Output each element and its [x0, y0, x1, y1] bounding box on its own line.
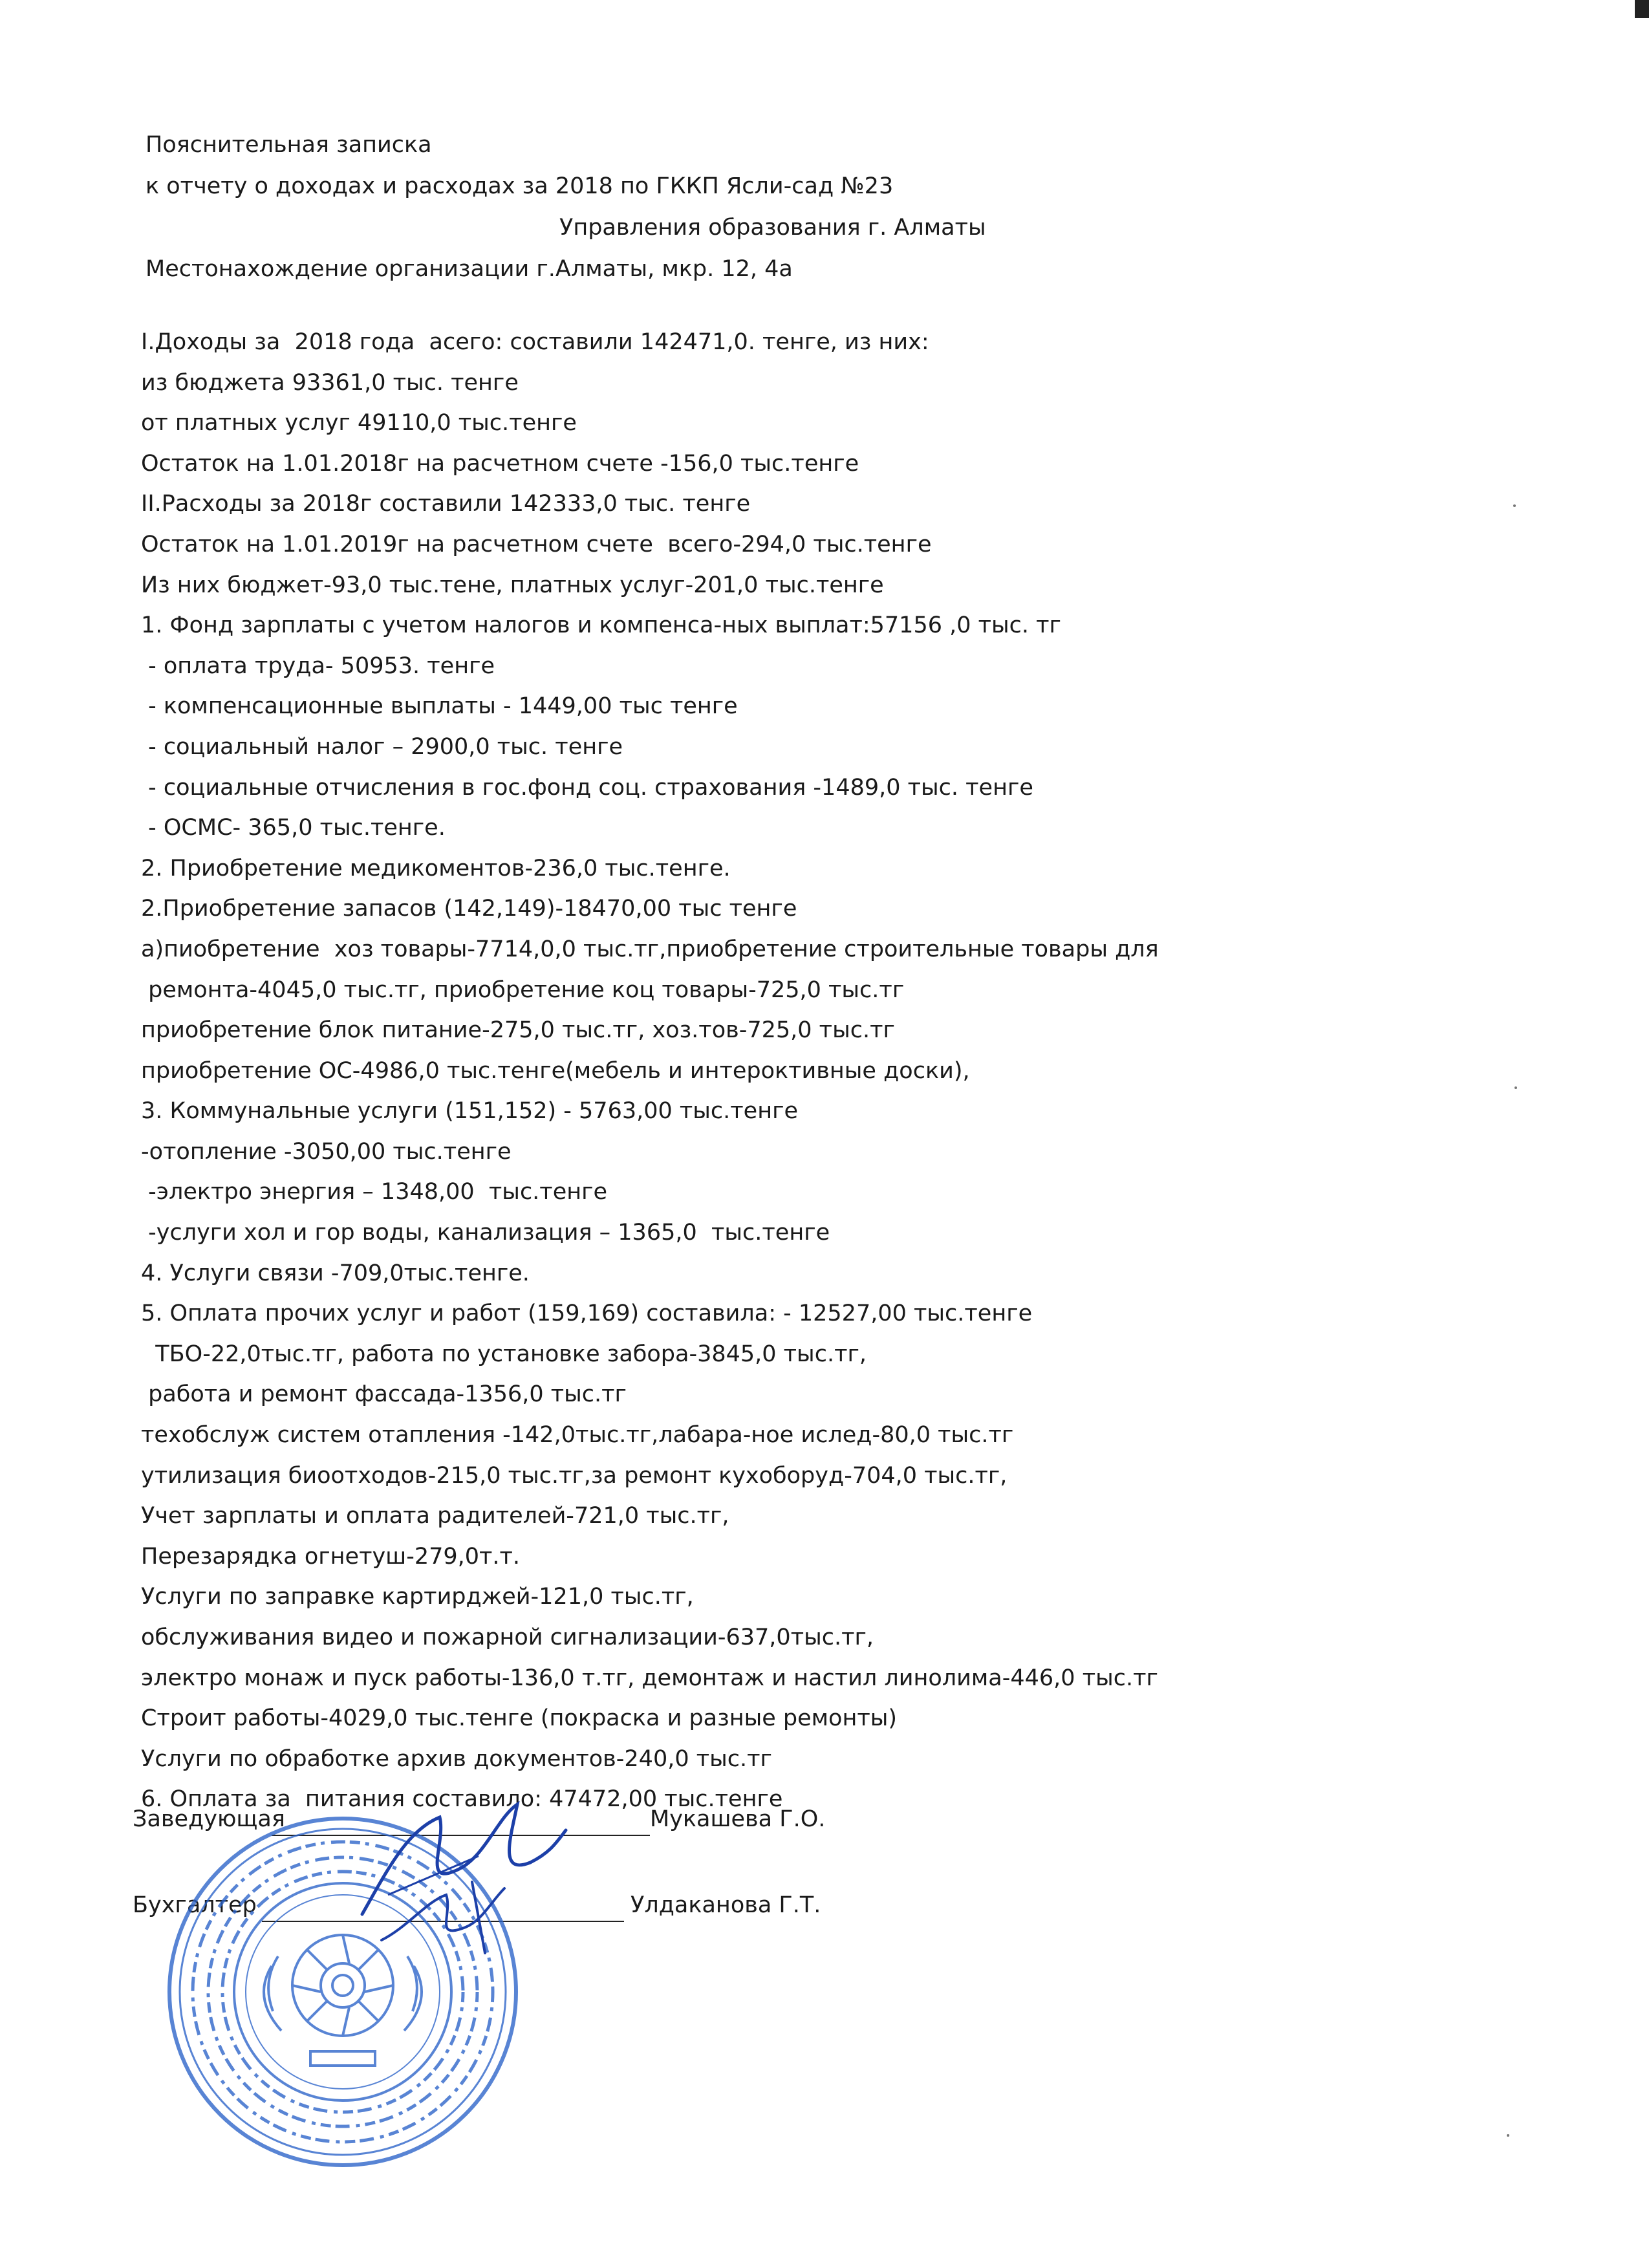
body-line: Услуги по обработке архив документов-240,0 тыс.тг [141, 1745, 772, 1772]
document-title: Пояснительная записка [146, 132, 432, 158]
body-line: приобретение блок питание-275,0 тыс.тг, хоз.тов-725,0 тыс.тг [141, 1017, 895, 1044]
body-line: 2.Приобретение запасов (142,149)-18470,00 тыс тенге [141, 896, 797, 922]
body-line: Строит работы-4029,0 тыс.тенге (покраска и разные ремонты) [141, 1705, 898, 1732]
body-line: Из них бюджет-93,0 тыс.тене, платных услуг-201,0 тыс.тенге [141, 572, 884, 598]
body-line: Услуги по заправке картирджей-121,0 тыс.тг, [141, 1584, 694, 1610]
scan-speck [1507, 2134, 1509, 2137]
department-line: Управления образования г. Алматы [559, 215, 986, 241]
body-line: -электро энергия – 1348,00 тыс.тенге [141, 1179, 608, 1205]
body-line: -отопление -3050,00 тыс.тенге [141, 1138, 512, 1165]
body-line: - оплата труда- 50953. тенге [141, 653, 495, 679]
body-line: техобслуж систем отапления -142,0тыс.тг,лабара-ное ислед-80,0 тыс.тг [141, 1422, 1014, 1449]
body-line: из бюджета 93361,0 тыс. тенге [141, 369, 519, 396]
accountant-signature-mark [375, 1875, 517, 1960]
body-line: -услуги хол и гор воды, канализация – 1365,0 тыс.тенге [141, 1220, 830, 1246]
scan-speck [1513, 504, 1516, 507]
body-line: ТБО-22,0тыс.тг, работа по установке забора-3845,0 тыс.тг, [141, 1341, 867, 1367]
body-line: а)пиобретение хоз товары-7714,0,0 тыс.тг,приобретение строительные товары для [141, 936, 1159, 962]
body-line: электро монаж и пуск работы-136,0 т.тг, демонтаж и настил линолима-446,0 тыс.тг [141, 1665, 1158, 1691]
body-line: - ОСМС- 365,0 тыс.тенге. [141, 815, 446, 841]
body-line: Остаток на 1.01.2018г на расчетном счете -156,0 тыс.тенге [141, 450, 859, 477]
body-line: Перезарядка огнетуш-279,0т.т. [141, 1543, 521, 1570]
body-line: ремонта-4045,0 тыс.тг, приобретение коц товары-725,0 тыс.тг [141, 977, 905, 1003]
body-line: Остаток на 1.01.2019г на расчетном счете всего-294,0 тыс.тенге [141, 531, 932, 557]
body-line: - социальные отчисления в гос.фонд соц. страхования -1489,0 тыс. тенге [141, 774, 1033, 801]
location-line: Местонахождение организации г.Алматы, мкр. 12, 4а [146, 256, 793, 282]
body-line: 2. Приобретение медикоментов-236,0 тыс.тенге. [141, 855, 731, 881]
body-line: II.Расходы за 2018г составили 142333,0 тыс. тенге [141, 491, 751, 517]
head-name: Мукашева Г.О. [650, 1806, 826, 1832]
body-line: 6. Оплата за питания составило: 47472,00 тыс.тенге [141, 1786, 783, 1813]
body-line: I.Доходы за 2018 года асего: составили 142471,0. тенге, из них: [141, 329, 929, 355]
body-line: приобретение ОС-4986,0 тыс.тенге(мебель и интероктивные доски), [141, 1057, 970, 1084]
body-line: обслуживания видео и пожарной сигнализации-637,0тыс.тг, [141, 1625, 874, 1650]
body-line: 1. Фонд зарплаты с учетом налогов и компенса-ных выплат:57156 ,0 тыс. тг [141, 612, 1061, 639]
body-line: - компенсационные выплаты - 1449,00 тыс тенге [141, 693, 738, 720]
body-line: - социальный налог – 2900,0 тыс. тенге [141, 733, 623, 760]
accountant-role: Бухгалтер [133, 1892, 257, 1918]
body-line: 4. Услуги связи -709,0тыс.тенге. [141, 1260, 530, 1286]
scan-edge-mark [1635, 0, 1649, 18]
document-header [146, 124, 1374, 290]
scan-speck [1514, 1086, 1517, 1089]
body-line: Учет зарплаты и оплата радителей-721,0 тыс.тг, [141, 1503, 729, 1529]
body-line: 5. Оплата прочих услуг и работ (159,169) составила: - 12527,00 тыс.тенге [141, 1301, 1033, 1327]
document-subtitle: к отчету о доходах и расходах за 2018 по ГККП Ясли-сад №23 [146, 173, 894, 199]
body-line: от платных услуг 49110,0 тыс.тенге [141, 410, 577, 437]
head-role: Заведующая [133, 1806, 285, 1832]
body-line: 3. Коммунальные услуги (151,152) - 5763,00 тыс.тенге [141, 1098, 799, 1125]
accountant-name: Улдаканова Г.Т. [630, 1892, 821, 1918]
document-body [141, 322, 1564, 1820]
body-line: работа и ремонт фассада-1356,0 тыс.тг [141, 1381, 627, 1408]
body-line: утилизация биоотходов-215,0 тыс.тг,за ремонт кухоборуд-704,0 тыс.тг, [141, 1462, 1008, 1489]
